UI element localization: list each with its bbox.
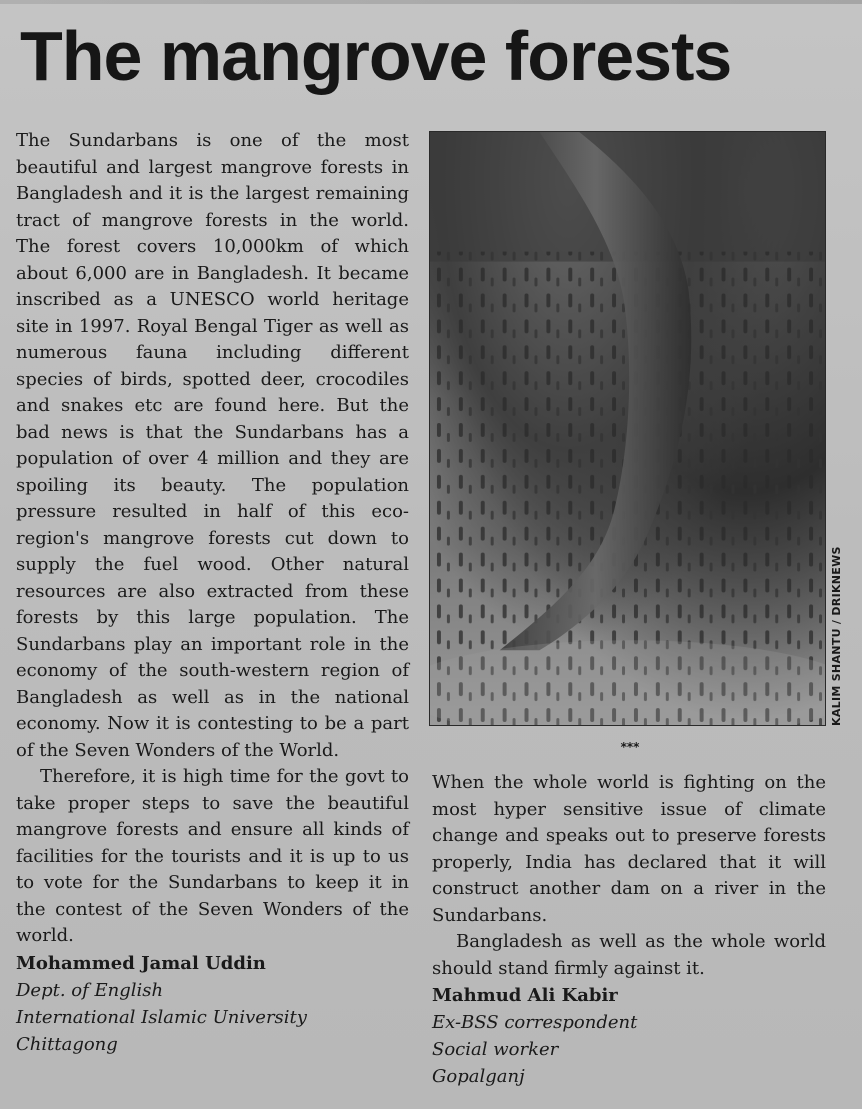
letter-1-city: Chittagong [16, 1033, 118, 1055]
letter-1 [16, 128, 409, 1058]
letter-2-role-2: Social worker [432, 1039, 559, 1060]
letter-1-university: International Islamic University [16, 1006, 307, 1028]
letter-1-paragraph-2: Therefore, it is high time for the govt to take proper steps to save the beautiful mangrove forests and ensure all kinds of facilities for the tourists and it is up to us to vote for the Sundarbans to keep it in the contest of the Seven Wonders of the world. [16, 766, 409, 946]
letter-2-author: Mahmud Ali Kabir [432, 985, 618, 1006]
letter-1-dept: Dept. of English [16, 979, 164, 1001]
mangrove-photo [429, 131, 826, 726]
headline: The mangrove forests [20, 17, 732, 95]
letter-2-paragraph-2: Bangladesh as well as the whole world should stand firmly against it. [432, 931, 826, 979]
letter-2-paragraph-1: When the whole world is fighting on the most hyper sensitive issue of climate change and speaks out to preserve forests properly, India has declared that it will construct another dam on a river in the Sundarbans. [432, 772, 826, 926]
mangrove-photo-image [430, 132, 825, 725]
top-rule [0, 0, 862, 4]
separator-stars: *** [620, 740, 640, 754]
letter-2-role-1: Ex-BSS correspondent [432, 1012, 638, 1033]
letter-2 [432, 770, 826, 1090]
letter-1-paragraph-1: The Sundarbans is one of the most beautiful and largest mangrove forests in Bangladesh and it is the largest remaining tract of mangrove forests in the world. The forest covers 10,000km of which about 6,000 are in Bangladesh. It became inscribed as a UNESCO world heritage site in 1997. Royal Bengal Tiger as well as numerous fauna including different species of birds, spotted deer, crocodiles and snakes etc are found here. But the bad news is that the Sundarbans has a population of over 4 million and they are spoiling its beauty. The population pressure resulted in half of this eco-region's mangrove forests cut down to supply the fuel wood. Other natural resources are also extracted from these forests by this large population. The Sundarbans play an important role in the economy of the south-western region of Bangladesh as well as in the national economy. Now it is contesting to be a part of the Seven Wonders of the World. [16, 130, 409, 761]
letter-2-city: Gopalganj [432, 1066, 525, 1087]
photo-credit: KALIM SHANTU / DRIKNEWS [830, 546, 843, 726]
letter-1-author: Mohammed Jamal Uddin [16, 952, 266, 974]
